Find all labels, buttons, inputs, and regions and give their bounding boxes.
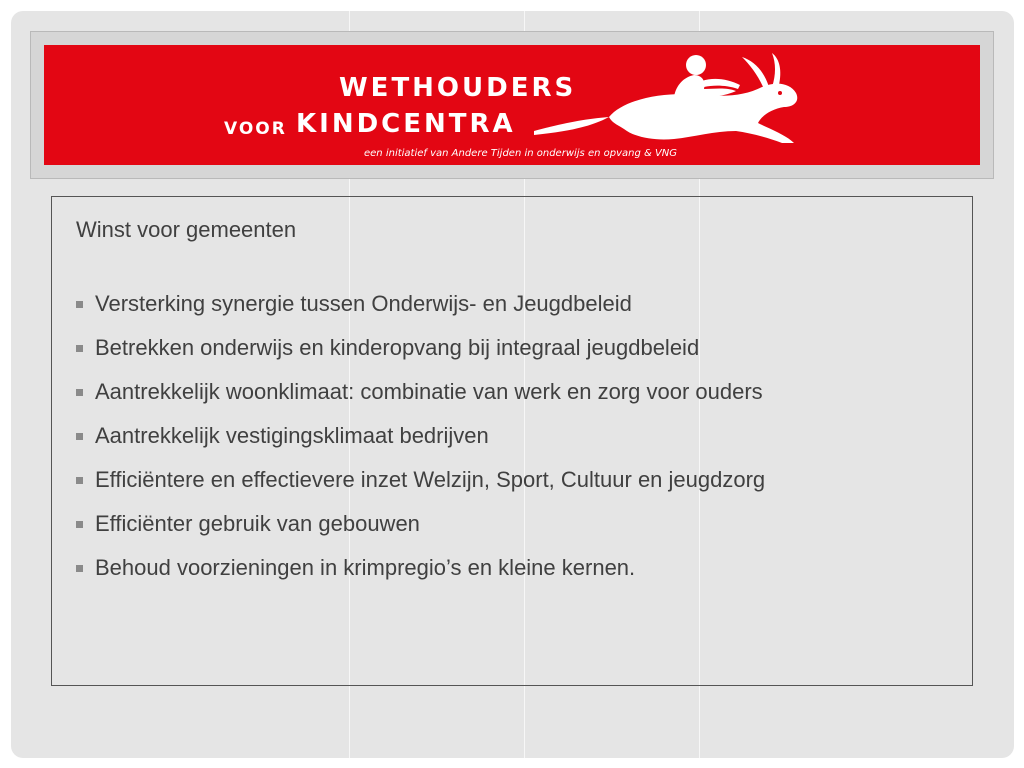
square-bullet-icon (76, 521, 83, 528)
bullet-text: Aantrekkelijk woonklimaat: combinatie van werk en zorg voor ouders (95, 379, 763, 404)
logo-voor: VOOR (224, 119, 287, 139)
bullet-list (76, 275, 765, 597)
square-bullet-icon (76, 477, 83, 484)
square-bullet-icon (76, 565, 83, 572)
logo-subtitle: een initiatief van Andere Tijden in onderwijs en opvang & VNG (364, 148, 678, 159)
rider-on-hare-icon (514, 51, 814, 151)
bullet-text: Efficiëntere en effectievere inzet Welzijn, Sport, Cultuur en jeugdzorg (95, 467, 766, 492)
square-bullet-icon (76, 389, 83, 396)
banner-logo (44, 45, 980, 165)
logo-kindcentra: KINDCENTRA (296, 109, 516, 139)
slide (11, 11, 1014, 758)
bullet-text: Efficiënter gebruik van gebouwen (95, 511, 420, 536)
bullet-text: Versterking synergie tussen Onderwijs- en Jeugdbeleid (95, 291, 632, 316)
bullet-text: Aantrekkelijk vestigingsklimaat bedrijven (95, 423, 489, 448)
bullet-text: Betrekken onderwijs en kinderopvang bij integraal jeugdbeleid (95, 335, 700, 360)
content-box (51, 196, 973, 686)
square-bullet-icon (76, 301, 83, 308)
square-bullet-icon (76, 345, 83, 352)
bullet-item (76, 539, 765, 597)
bullet-text: Behoud voorzieningen in krimpregio’s en kleine kernen. (95, 555, 636, 580)
square-bullet-icon (76, 433, 83, 440)
section-heading: Winst voor gemeenten (76, 217, 297, 242)
logo-wethouders: WETHOUDERS (339, 73, 577, 103)
